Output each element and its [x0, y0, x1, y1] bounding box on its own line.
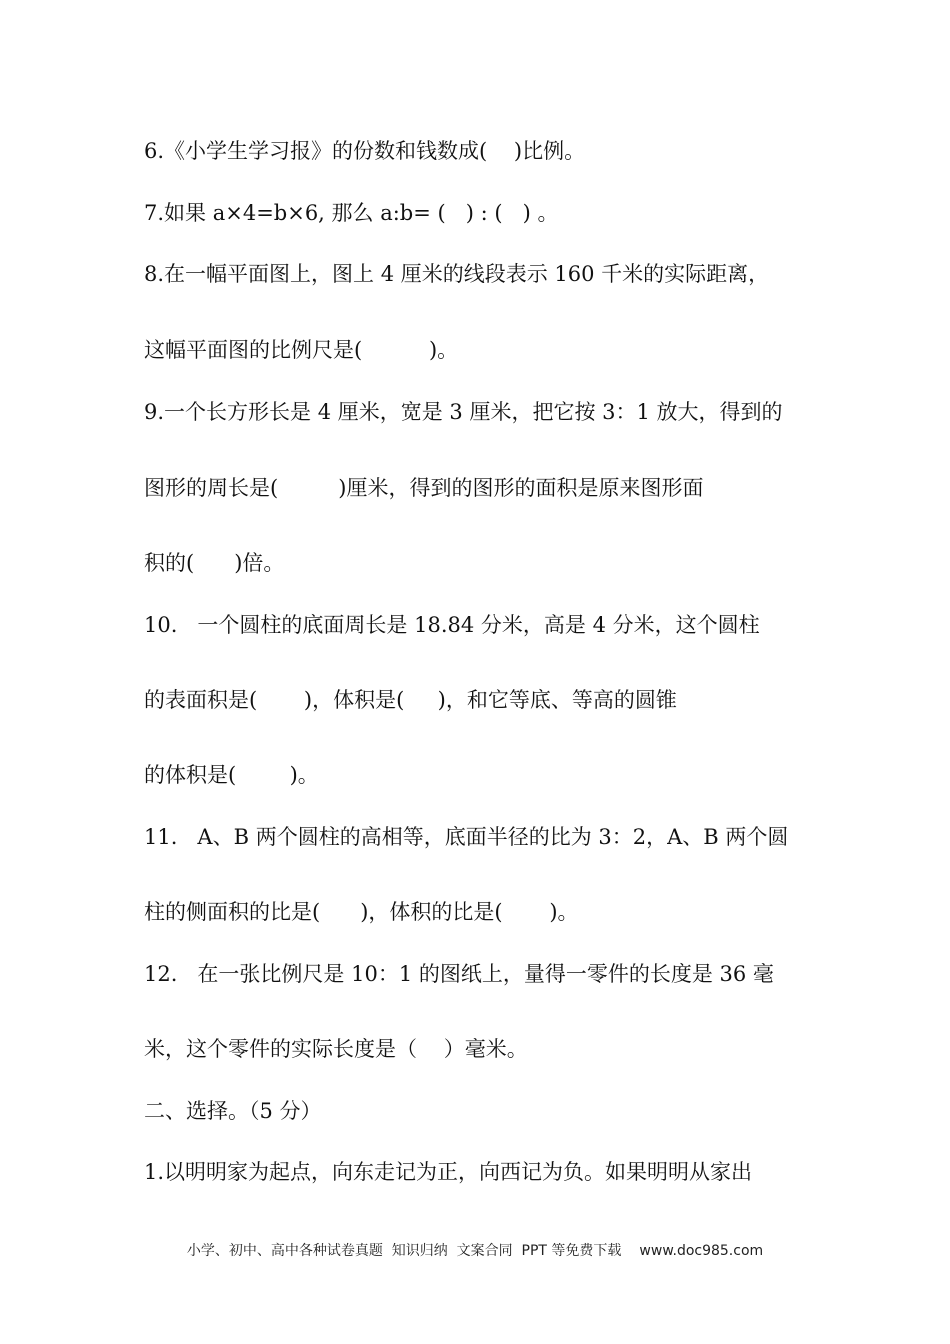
question-11-line-1: 11. A、B 两个圆柱的高相等，底面半径的比为 3：2，A、B 两个圆 [144, 825, 789, 849]
footer-url[interactable]: www.doc985.com [639, 1243, 764, 1259]
question-11-line-2: 柱的侧面积的比是( )，体积的比是( )。 [144, 900, 579, 924]
footer-text: 小学、初中、高中各种试卷真题 知识归纳 文案合同 PPT 等免费下载 [186, 1243, 622, 1259]
question-12-line-2: 米，这个零件的实际长度是（ ）毫米。 [144, 1037, 528, 1061]
question-7: 7.如果 a×4=b×6, 那么 a:b= ( ) : ( ) 。 [144, 201, 559, 225]
choice-question-1: 1.以明明家为起点，向东走记为正，向西记为负。如果明明从家出 [144, 1160, 753, 1184]
question-9-line-2: 图形的周长是( )厘米，得到的图形的面积是原来图形面 [144, 476, 704, 500]
question-10-line-1: 10. 一个圆柱的底面周长是 18.84 分米，高是 4 分米，这个圆柱 [144, 613, 760, 637]
question-8-line-1: 8.在一幅平面图上，图上 4 厘米的线段表示 160 千米的实际距离， [144, 262, 770, 286]
question-10-line-2: 的表面积是( )，体积是( )，和它等底、等高的圆锥 [144, 688, 677, 712]
section-heading-choice: 二、选择。（5 分） [144, 1099, 322, 1123]
footer [0, 1240, 950, 1260]
question-12-line-1: 12. 在一张比例尺是 10：1 的图纸上，量得一零件的长度是 36 毫 [144, 962, 774, 986]
question-6: 6.《小学生学习报》的份数和钱数成( )比例。 [144, 139, 586, 163]
question-10-line-3: 的体积是( )。 [144, 763, 319, 787]
question-9-line-1: 9.一个长方形长是 4 厘米，宽是 3 厘米，把它按 3：1 放大，得到的 [144, 400, 783, 424]
question-8-line-2: 这幅平面图的比例尺是( )。 [144, 338, 459, 362]
question-9-line-3: 积的( )倍。 [144, 551, 285, 575]
